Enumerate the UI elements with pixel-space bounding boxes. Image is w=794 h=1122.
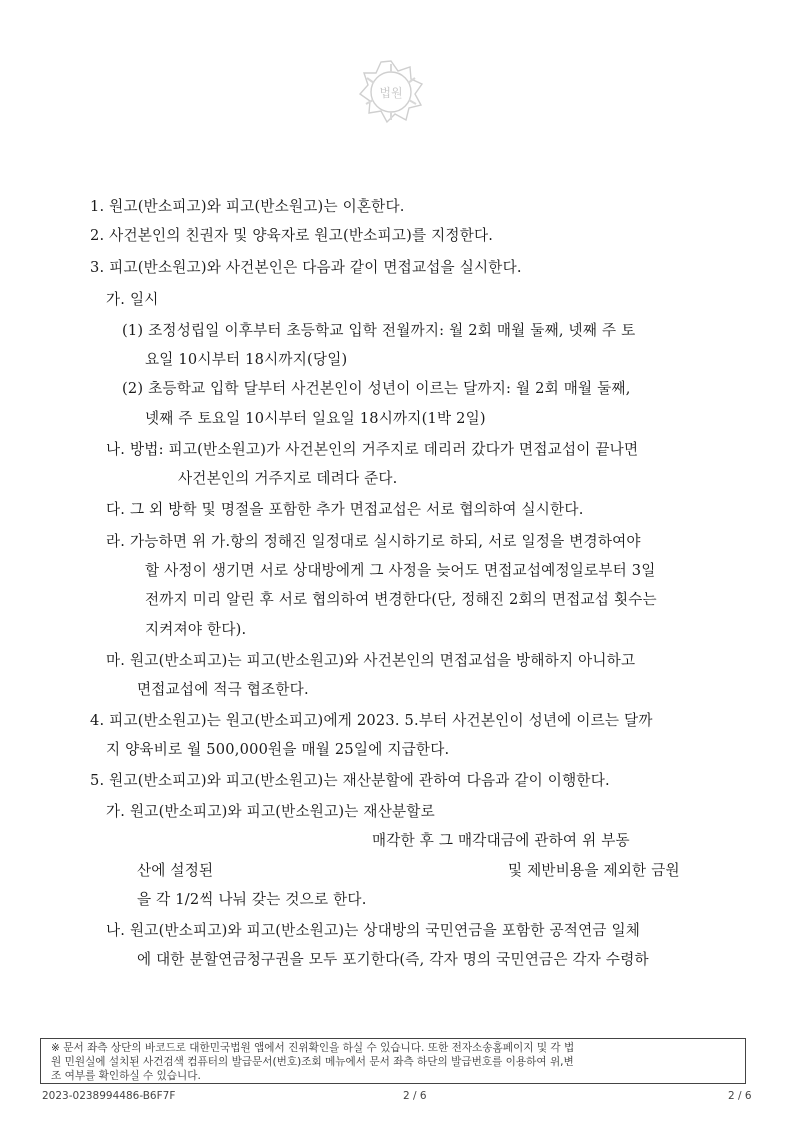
item-5-ga-line1: 가. 원고(반소피고)와 피고(반소원고)는 재산분할로 [106, 803, 435, 820]
item-5-property: 5. 원고(반소피고)와 피고(반소원고)는 재산분할에 관하여 다음과 같이 이행한다. [90, 772, 610, 789]
item-3-visitation: 3. 피고(반소원고)와 사건본인은 다음과 같이 면접교섭을 실시한다. [90, 259, 522, 276]
court-seal-emblem [357, 58, 425, 126]
page-number-right: 2 / 6 [728, 1090, 752, 1102]
verification-notice-box [40, 1038, 746, 1084]
item-2-custody: 2. 사건본인의 친권자 및 양육자로 원고(반소피고)를 지정한다. [90, 227, 494, 244]
notice-line-2: 원 민원실에 설치된 사건검색 컴퓨터의 발급문서(번호)조회 메뉴에서 문서 좌측 하단의 발급번호를 이용하여 위,변 [51, 1056, 574, 1068]
page-number-center: 2 / 6 [403, 1090, 427, 1102]
svg-text:법원: 법원 [379, 86, 403, 100]
item-3-ga-heading: 가. 일시 [106, 291, 159, 308]
item-5-ga-line3-end: 및 제반비용을 제외한 금원 [508, 862, 680, 879]
item-4-child-support-line1: 4. 피고(반소원고)는 원고(반소피고)에게 2023. 5.부터 사건본인이 성년에 이르는 달까 [90, 712, 653, 729]
item-5-ga-line2: 매각한 후 그 매각대금에 관하여 위 부동 [372, 832, 630, 849]
item-5-ga-line3-start: 산에 설정된 [137, 862, 214, 879]
item-3-ra-line3: 전까지 미리 알린 후 서로 협의하여 변경한다(단, 정해진 2회의 면접교섭 횟수는 [145, 591, 657, 608]
item-5-na-line1: 나. 원고(반소피고)와 피고(반소원고)는 상대방의 국민연금을 포함한 공적연금 일체 [106, 922, 641, 939]
item-3-ma-line1: 마. 원고(반소피고)는 피고(반소원고)와 사건본인의 면접교섭을 방해하지 아니하고 [106, 652, 636, 669]
item-3-ma-line2: 면접교섭에 적극 협조한다. [137, 681, 309, 698]
item-3-ga-2-line1: (2) 초등학교 입학 달부터 사건본인이 성년이 이르는 달까지: 월 2회 매월 둘째, [122, 380, 631, 397]
item-1-divorce: 1. 원고(반소피고)와 피고(반소원고)는 이혼한다. [90, 198, 405, 215]
notice-line-1: ※ 문서 좌측 상단의 바코드로 대한민국법원 앱에서 진위확인을 하실 수 있습니다. 또한 전자소송홈페이지 및 각 법 [51, 1042, 575, 1054]
item-3-da: 다. 그 외 방학 및 명절을 포함한 추가 면접교섭은 서로 협의하여 실시한다. [106, 501, 584, 518]
item-3-ra-line4: 지켜져야 한다). [145, 621, 247, 638]
item-3-ra-line1: 라. 가능하면 위 가.항의 정해진 일정대로 실시하기로 하되, 서로 일정을 변경하여야 [106, 533, 641, 550]
item-5-na-line2: 에 대한 분할연금청구권을 모두 포기한다(즉, 각자 명의 국민연금은 각자 수령하 [137, 951, 649, 968]
item-4-child-support-line2: 지 양육비로 월 500,000원을 매월 25일에 지급한다. [106, 741, 450, 758]
item-3-ra-line2: 할 사정이 생기면 서로 상대방에게 그 사정을 늦어도 면접교섭예정일로부터 3일 [145, 562, 656, 579]
issue-number: 2023-0238994486-B6F7F [42, 1090, 176, 1102]
notice-line-3: 조 여부를 확인하실 수 있습니다. [51, 1070, 201, 1082]
item-3-ga-2-line2: 넷째 주 토요일 10시부터 일요일 18시까지(1박 2일) [145, 410, 486, 427]
item-5-ga-line4: 을 각 1/2씩 나눠 갖는 것으로 한다. [137, 891, 367, 908]
item-3-na-line1: 나. 방법: 피고(반소원고)가 사건본인의 거주지로 데리러 갔다가 면접교섭이 끝나면 [106, 441, 639, 458]
item-3-ga-1-line1: (1) 조정성립일 이후부터 초등학교 입학 전월까지: 월 2회 매월 둘째, 넷째 주 토 [122, 322, 636, 339]
item-3-ga-1-line2: 요일 10시부터 18시까지(당일) [145, 351, 348, 368]
item-3-na-line2: 사건본인의 거주지로 데려다 준다. [178, 470, 398, 487]
